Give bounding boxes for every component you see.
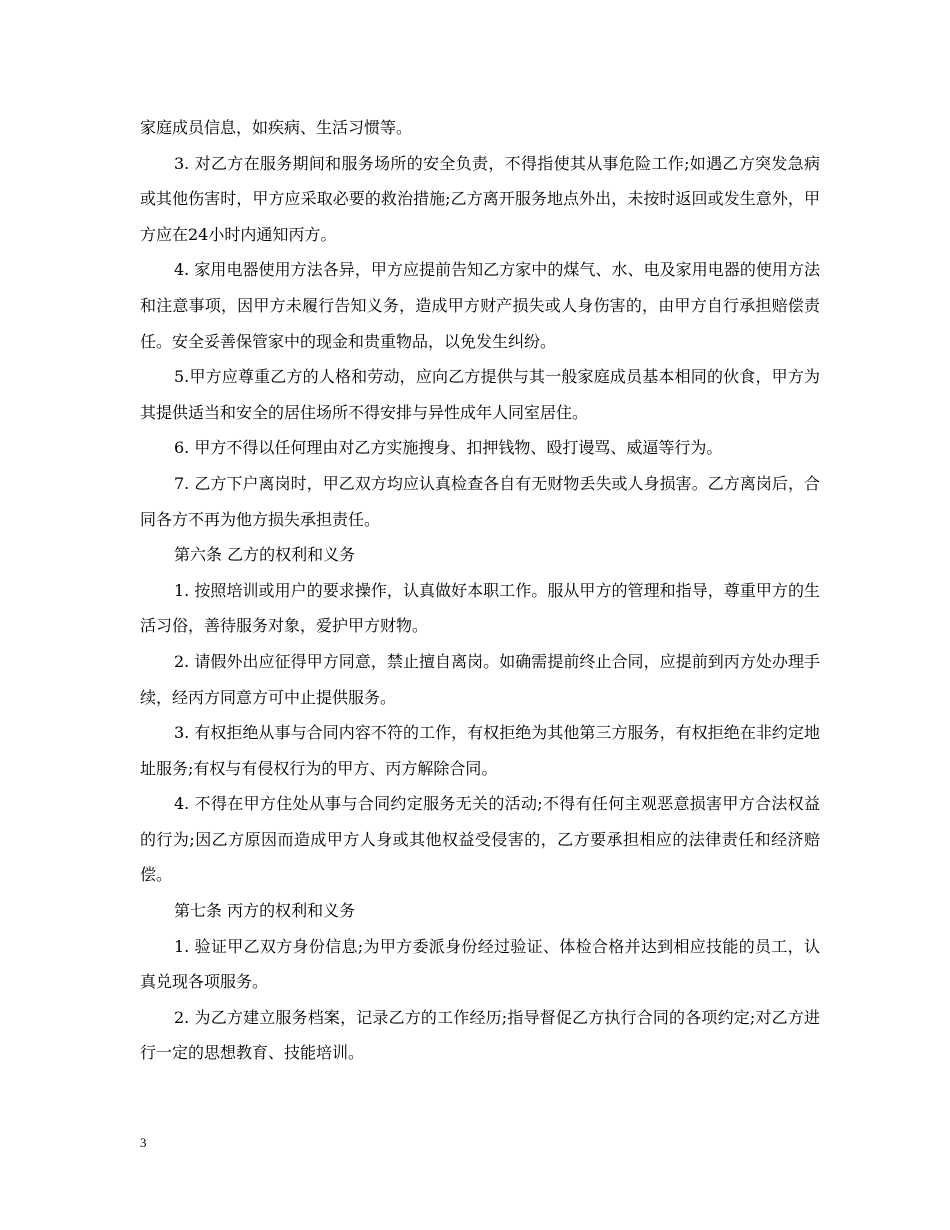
paragraph-party-a-item-6: 6. 甲方不得以任何理由对乙方实施搜身、扣押钱物、殴打谩骂、威逼等行为。 xyxy=(174,438,723,458)
paragraph-party-a-item-5: 5.甲方应尊重乙方的人格和劳动，应向乙方提供与其一般家庭成员基本相同的伙食，甲方为其提供适当和安全的居住场所不得安排与异性成年人同室居住。 xyxy=(140,367,820,422)
paragraph-party-c-item-2: 2. 为乙方建立服务档案，记录乙方的工作经历;指导督促乙方执行合同的各项约定;对乙方进行一定的思想教育、技能培训。 xyxy=(140,1007,820,1063)
section-heading-article-6: 第六条 乙方的权利和义务 xyxy=(174,545,356,565)
paragraph-party-b-item-1: 1. 按照培训或用户的要求操作，认真做好本职工作。服从甲方的管理和指导，尊重甲方的生活习俗，善待服务对象，爱护甲方财物。 xyxy=(140,580,820,636)
document-body xyxy=(140,110,820,1071)
paragraph-party-a-item-7: 7. 乙方下户离岗时，甲乙双方均应认真检查各自有无财物丢失或人身损害。乙方离岗后，合同各方不再为他方损失承担责任。 xyxy=(140,473,820,529)
paragraph-party-c-item-1: 1. 验证甲乙双方身份信息;为甲方委派身份经过验证、体检合格并达到相应技能的员工，认真兑现各项服务。 xyxy=(140,936,820,992)
paragraph-party-a-item-3: 3. 对乙方在服务期间和服务场所的安全负责，不得指使其从事危险工作;如遇乙方突发急病或其他伤害时，甲方应采取必要的救治措施;乙方离开服务地点外出，未按时返回或发生意外，甲方应在24小时内通知丙方。 xyxy=(140,153,820,244)
paragraph-party-b-item-3: 3. 有权拒绝从事与合同内容不符的工作，有权拒绝为其他第三方服务，有权拒绝在非约定地址服务;有权与有侵权行为的甲方、丙方解除合同。 xyxy=(140,723,820,778)
page-number: 3 xyxy=(140,1135,147,1150)
paragraph-party-b-item-2: 2. 请假外出应征得甲方同意，禁止擅自离岗。如确需提前终止合同，应提前到丙方处办理手续，经丙方同意方可中止提供服务。 xyxy=(140,651,820,707)
paragraph-party-a-item-4: 4. 家用电器使用方法各异，甲方应提前告知乙方家中的煤气、水、电及家用电器的使用方法和注意事项，因甲方未履行告知义务，造成甲方财产损失或人身伤害的，由甲方自行承担赔偿责任。安全妥善保管家中的现金和贵重物品，以免发生纠纷。 xyxy=(140,260,820,351)
section-heading-article-7: 第七条 丙方的权利和义务 xyxy=(174,901,356,921)
paragraph-party-b-item-4: 4. 不得在甲方住处从事与合同约定服务无关的活动;不得有任何主观恶意损害甲方合法权益的行为;因乙方原因而造成甲方人身或其他权益受侵害的，乙方要承担相应的法律责任和经济赔偿。 xyxy=(140,794,820,885)
paragraph-continuation: 家庭成员信息，如疾病、生活习惯等。 xyxy=(140,118,413,137)
